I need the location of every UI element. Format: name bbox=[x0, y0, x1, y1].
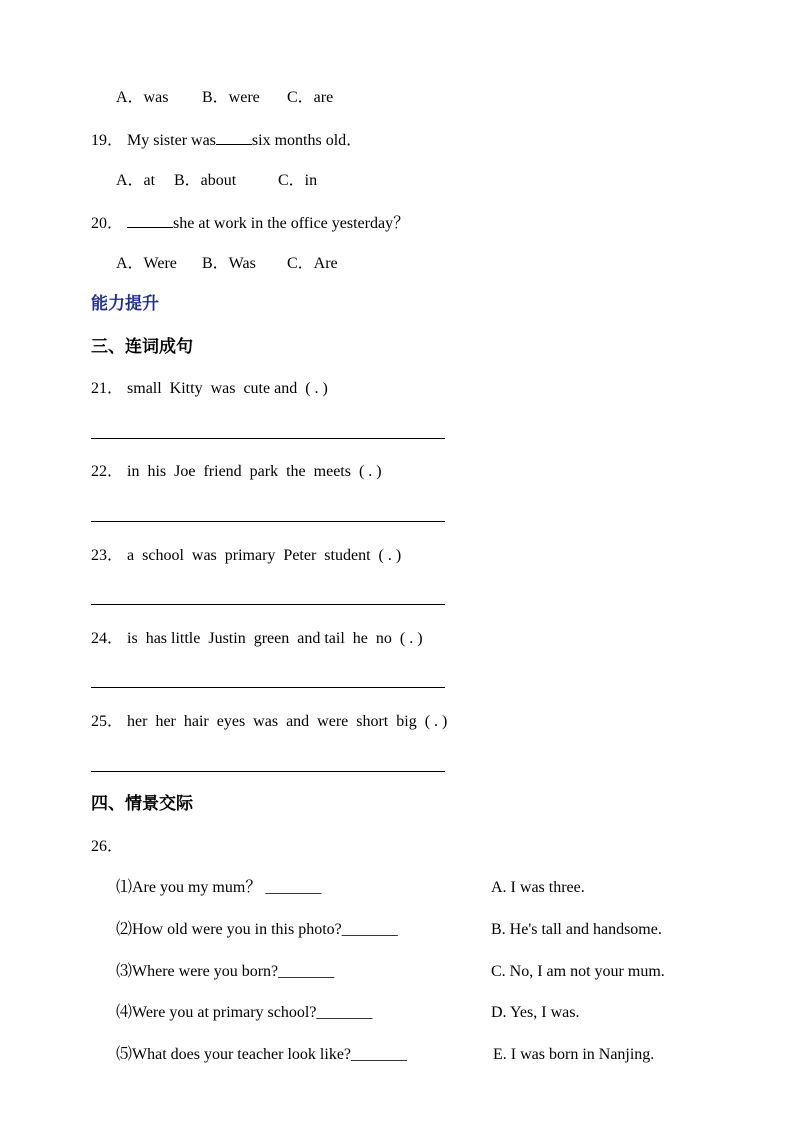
q21-text: small Kitty was cute and ( . ) bbox=[127, 380, 328, 397]
q25-text: her her hair eyes was and were short big ( . ) bbox=[127, 713, 448, 730]
q26-answer-a: A. I was three. bbox=[491, 879, 585, 896]
q26-question-4: ⑷Were you at primary school?_______ bbox=[116, 1004, 373, 1021]
q26-question-2: ⑵How old were you in this photo?_______ bbox=[116, 921, 398, 938]
q19-option-a: A．at bbox=[116, 172, 156, 189]
q22-text: in his Joe friend park the meets ( . ) bbox=[127, 463, 382, 480]
section-ability-heading: 能力提升 bbox=[91, 294, 159, 314]
q19-blank bbox=[216, 130, 252, 145]
q24-text: is has little Justin green and tail he no ( . ) bbox=[127, 630, 423, 647]
section3-heading: 三、连词成句 bbox=[91, 337, 193, 357]
q19-text-before: My sister was bbox=[127, 132, 216, 149]
q20-blank bbox=[127, 213, 173, 228]
q20-option-c: C．Are bbox=[287, 255, 338, 272]
q19-option-c: C．in bbox=[278, 172, 318, 189]
q24-answer-line[interactable] bbox=[91, 687, 445, 688]
q22-number: 22． bbox=[91, 463, 124, 480]
q21-number: 21． bbox=[91, 380, 124, 397]
q19-option-b: B．about bbox=[174, 172, 237, 189]
q18-option-b: B．were bbox=[202, 89, 260, 106]
q25-answer-line[interactable] bbox=[91, 771, 445, 772]
q24-number: 24． bbox=[91, 630, 124, 647]
q24-question bbox=[91, 629, 423, 649]
q22-answer-line[interactable] bbox=[91, 521, 445, 522]
q23-answer-line[interactable] bbox=[91, 604, 445, 605]
q22-question bbox=[91, 462, 382, 482]
q26-question-1: ⑴Are you my mum？ _______ bbox=[116, 879, 322, 896]
q26-number: 26． bbox=[91, 838, 124, 855]
q23-number: 23． bbox=[91, 547, 124, 564]
q26-answer-c: C. No, I am not your mum. bbox=[491, 963, 665, 980]
section4-heading: 四、情景交际 bbox=[91, 794, 193, 814]
q21-question bbox=[91, 379, 328, 399]
q25-question bbox=[91, 712, 447, 732]
q21-answer-line[interactable] bbox=[91, 438, 445, 439]
q18-option-a: A．was bbox=[116, 89, 169, 106]
q19-text-after: six months old． bbox=[251, 132, 363, 149]
q26-answer-b: B. He's tall and handsome. bbox=[491, 921, 662, 938]
q18-option-c: C．are bbox=[287, 89, 334, 106]
q20-question bbox=[91, 213, 409, 234]
q20-text-after: she at work in the office yesterday？ bbox=[173, 215, 410, 232]
q20-option-a: A．Were bbox=[116, 255, 177, 272]
q19-number: 19． bbox=[91, 132, 124, 149]
q19-question bbox=[91, 130, 362, 151]
q23-text: a school was primary Peter student ( . ) bbox=[127, 547, 402, 564]
q26-answer-d: D. Yes, I was. bbox=[491, 1004, 580, 1021]
q26-question-5: ⑸What does your teacher look like?_______ bbox=[116, 1046, 408, 1063]
q25-number: 25． bbox=[91, 713, 124, 730]
q23-question bbox=[91, 546, 401, 566]
q26-answer-e: E. I was born in Nanjing. bbox=[493, 1046, 655, 1063]
q26-question-3: ⑶Where were you born?_______ bbox=[116, 963, 335, 980]
q20-number: 20． bbox=[91, 215, 124, 232]
q20-option-b: B．Was bbox=[202, 255, 256, 272]
